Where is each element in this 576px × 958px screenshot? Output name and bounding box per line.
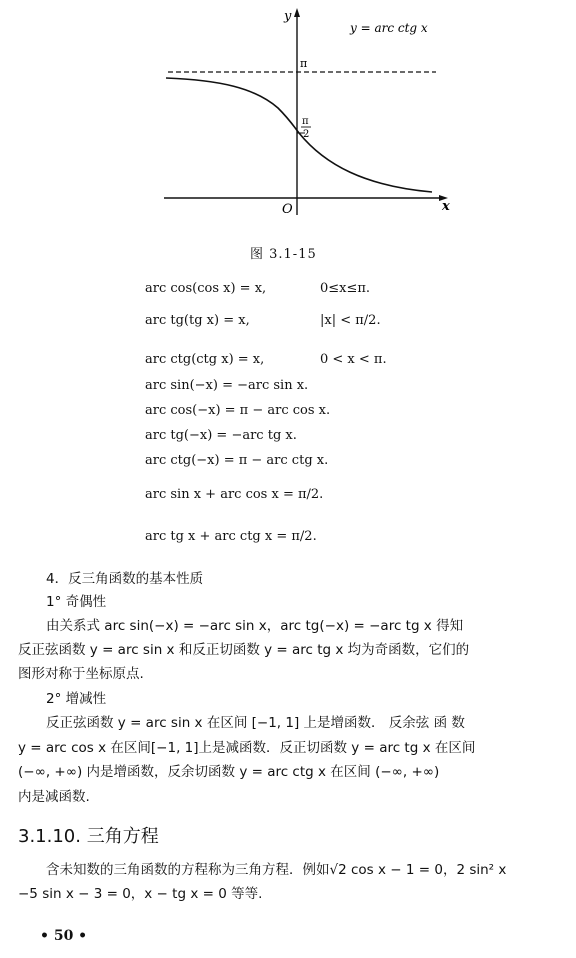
identity-condition: |x| < π/2.	[320, 313, 381, 328]
arcctg-figure	[150, 0, 450, 240]
identity-line	[145, 352, 445, 370]
page-number: • 50 •	[40, 928, 88, 944]
identity-line: arc cos(−x) = π − arc cos x.	[145, 403, 331, 418]
curve-label: y = arc ctg x	[350, 21, 428, 35]
arcctg-graph	[150, 0, 450, 240]
half-pi-numerator: π	[302, 116, 309, 127]
pi-label: π	[300, 57, 308, 70]
paragraph-line: 内是减函数.	[18, 789, 90, 805]
paragraph-line: 图形对称于坐标原点.	[18, 666, 144, 682]
y-axis-label: y	[284, 9, 292, 24]
arcctg-curve	[166, 78, 432, 192]
subsection-heading: 2° 增减性	[46, 691, 107, 707]
identity-line: arc tg x + arc ctg x = π/2.	[145, 529, 317, 544]
identity-condition: 0 < x < π.	[320, 352, 387, 367]
identity-line: arc sin x + arc cos x = π/2.	[145, 487, 324, 502]
y-axis-arrow	[294, 8, 300, 17]
identity-expr: arc cos(cos x) = x,	[145, 281, 267, 296]
identity-line: arc ctg(−x) = π − arc ctg x.	[145, 453, 329, 468]
identity-condition: 0≤x≤π.	[320, 281, 371, 296]
half-pi-denominator: 2	[303, 129, 310, 140]
section-title: 3.1.10. 三角方程	[18, 826, 159, 847]
identity-line	[145, 281, 445, 299]
paragraph-line: 反正弦函数 y = arc sin x 和反正切函数 y = arc tg x 均为奇函数，它们的	[18, 642, 470, 658]
origin-label: O	[282, 202, 293, 217]
paragraph-line: 含未知数的三角函数的方程称为三角方程．例如√2 cos x − 1 = 0，2 sin² x	[46, 862, 507, 878]
identity-expr: arc ctg(ctg x) = x,	[145, 352, 265, 367]
paragraph-line: y = arc cos x 在区间[−1, 1]上是减函数．反正切函数 y = arc tg x 在区间	[18, 740, 476, 756]
identity-line	[145, 313, 445, 331]
paragraph-line: (−∞, +∞) 内是增函数，反余切函数 y = arc ctg x 在区间 (−∞, +∞)	[18, 764, 440, 780]
figure-caption: 图 3.1-15	[250, 247, 317, 262]
x-axis-label: x	[442, 199, 450, 214]
identity-expr: arc tg(tg x) = x,	[145, 313, 250, 328]
section-4-heading: 4．反三角函数的基本性质	[46, 571, 204, 587]
identity-line: arc sin(−x) = −arc sin x.	[145, 378, 309, 393]
subsection-heading: 1° 奇偶性	[46, 594, 107, 610]
paragraph-line: 反正弦函数 y = arc sin x 在区间 [−1, 1] 上是增函数． 反余弦 函 数	[46, 715, 465, 731]
paragraph-line: −5 sin x − 3 = 0，x − tg x = 0 等等.	[18, 886, 263, 902]
paragraph-line: 由关系式 arc sin(−x) = −arc sin x，arc tg(−x) = −arc tg x 得知	[46, 618, 464, 634]
identity-line: arc tg(−x) = −arc tg x.	[145, 428, 297, 443]
